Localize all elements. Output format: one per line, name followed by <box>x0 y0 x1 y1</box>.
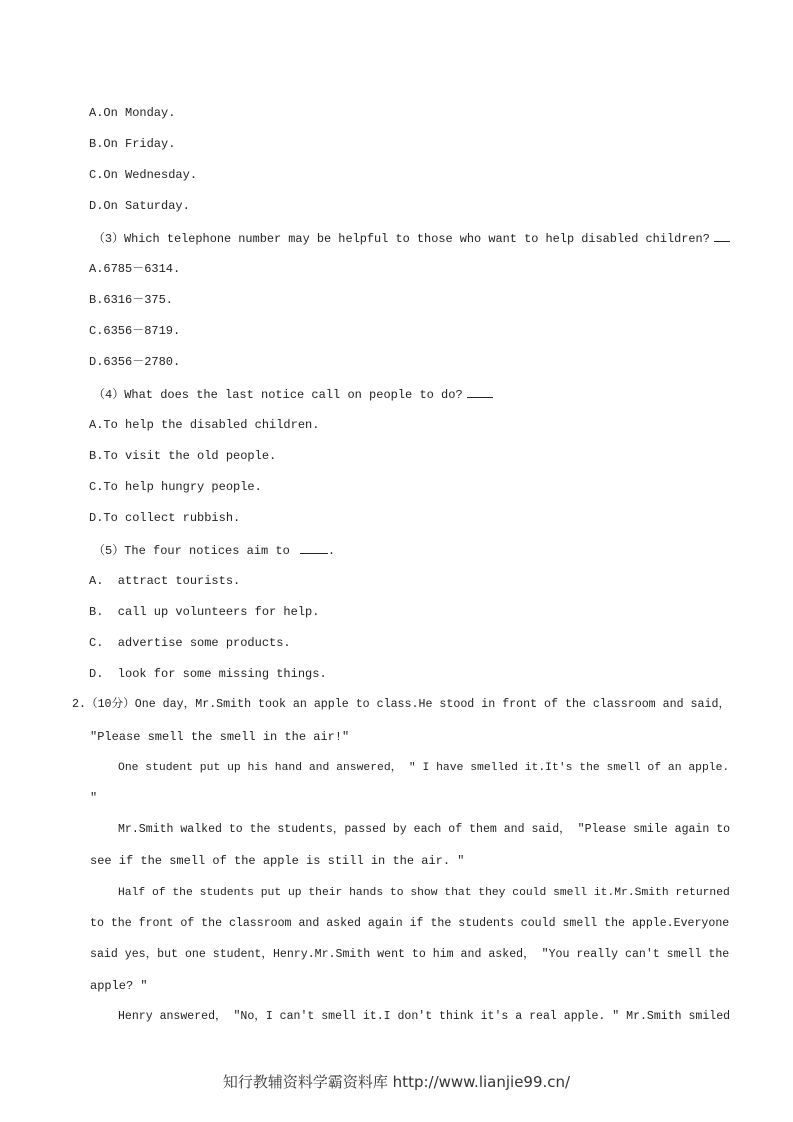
paragraph-2-line-1: Mr.Smith walked to the students，passed by each of them and said， "Please smile again to <box>118 823 731 836</box>
paragraph-4-line-1: Henry answered， "No，I can't smell it.I don't think it's a real apple. " Mr.Smith smiled <box>118 1010 731 1023</box>
paragraph-3-line-3: said yes，but one student，Henry.Mr.Smith went to him and asked， "You really can't smell the <box>90 948 730 961</box>
question-4-stem: （4）What does the last notice call on people to do? <box>93 388 463 402</box>
option-d: D.6356－2780. <box>89 355 181 369</box>
question-3-stem: （3）Which telephone number may be helpful to those who want to help disabled children? <box>93 232 710 246</box>
answer-blank <box>714 229 730 242</box>
paragraph-3-line-4: apple? " <box>90 979 148 993</box>
question-4 <box>93 385 493 403</box>
question-3 <box>93 229 730 247</box>
paragraph-1-line-2: " <box>90 791 98 805</box>
option-a: A. attract tourists. <box>89 574 241 588</box>
question-5-stem: （5）The four notices aim to <box>93 544 290 558</box>
answer-blank <box>467 385 493 398</box>
option-c: C.On Wednesday. <box>89 168 198 182</box>
question-5-period: . <box>327 544 336 558</box>
option-c: C. advertise some products. <box>89 636 291 650</box>
option-b: B.6316－375. <box>89 293 174 307</box>
passage-header-line-2: "Please smell the smell in the air!" <box>90 730 350 744</box>
option-c: C.6356－8719. <box>89 324 181 338</box>
paragraph-3-line-1: Half of the students put up their hands to show that they could smell it.Mr.Smith returned <box>118 887 730 899</box>
option-d: D.On Saturday. <box>89 199 190 213</box>
paragraph-2-line-2: see if the smell of the apple is still in the air. " <box>90 854 465 868</box>
paragraph-1-line-1: One student put up his hand and answered， " I have smelled it.It's the smell of an apple. <box>118 762 730 774</box>
option-b: B. call up volunteers for help. <box>89 605 320 619</box>
paragraph-3-line-2: to the front of the classroom and asked again if the students could smell the apple.Everyone <box>90 917 730 930</box>
option-a: A.6785－6314. <box>89 262 181 276</box>
option-b: B.To visit the old people. <box>89 449 277 463</box>
footer-watermark: 知行教辅资料学霸资料库 http://www.lianjie99.cn/ <box>222 1073 571 1091</box>
option-b: B.On Friday. <box>89 137 176 151</box>
option-d: D.To collect rubbish. <box>89 511 241 525</box>
question-5 <box>93 541 335 559</box>
answer-blank <box>300 541 328 554</box>
option-a: A.On Monday. <box>89 106 176 120</box>
passage-header-line-1: 2.（10分）One day，Mr.Smith took an apple to class.He stood in front of the classroom and said， <box>72 698 731 711</box>
option-d: D. look for some missing things. <box>89 667 327 681</box>
option-a: A.To help the disabled children. <box>89 418 320 432</box>
option-c: C.To help hungry people. <box>89 480 262 494</box>
